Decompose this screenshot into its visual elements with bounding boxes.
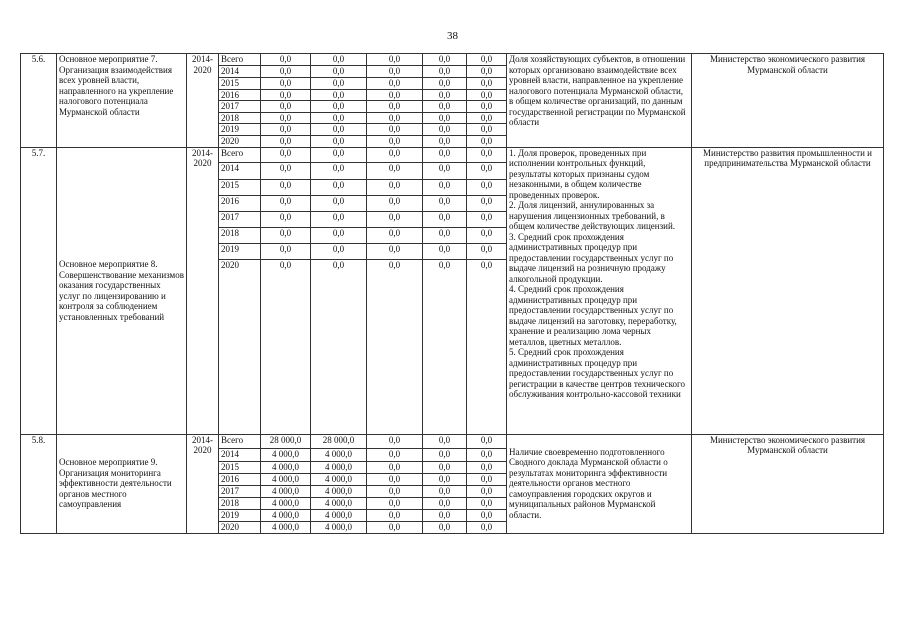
value-cell: 0,0 — [367, 227, 423, 243]
value-cell: 0,0 — [367, 147, 423, 162]
value-cell: 0,0 — [261, 135, 311, 147]
indicator-text: 3. Средний срок прохождения административных процедур при предоставлении государственных услуг по выдаче лицензий на розничную продажу алкогольной продукции. — [509, 231, 674, 284]
year-cell: 2020 — [219, 521, 261, 533]
value-cell: 0,0 — [261, 89, 311, 101]
value-cell: 0,0 — [367, 54, 423, 66]
value-cell: 0,0 — [467, 78, 507, 90]
row-number: 5.7. — [21, 147, 57, 434]
value-cell: 0,0 — [311, 259, 367, 434]
value-cell: 0,0 — [367, 473, 423, 485]
year-cell: 2018 — [219, 112, 261, 124]
value-cell: 0,0 — [423, 211, 467, 227]
value-cell: 0,0 — [367, 243, 423, 259]
value-cell: 0,0 — [261, 259, 311, 434]
value-cell: 0,0 — [367, 461, 423, 473]
value-cell: 0,0 — [467, 461, 507, 473]
value-cell: 0,0 — [311, 195, 367, 211]
year-cell: 2015 — [219, 179, 261, 195]
value-cell: 0,0 — [423, 521, 467, 533]
value-cell: 0,0 — [423, 112, 467, 124]
value-cell: 0,0 — [423, 448, 467, 461]
year-cell: 2019 — [219, 124, 261, 136]
value-cell: 0,0 — [423, 147, 467, 162]
row-number: 5.8. — [21, 434, 57, 533]
value-cell: 0,0 — [367, 509, 423, 521]
value-cell: 0,0 — [261, 227, 311, 243]
value-cell: 0,0 — [261, 66, 311, 78]
value-cell: 0,0 — [467, 434, 507, 448]
value-cell: 0,0 — [467, 135, 507, 147]
value-cell: 4 000,0 — [311, 461, 367, 473]
value-cell: 4 000,0 — [261, 497, 311, 509]
indicators-cell — [507, 147, 692, 434]
value-cell: 0,0 — [423, 179, 467, 195]
value-cell: 4 000,0 — [261, 521, 311, 533]
activity-name: Основное мероприятие 9. Организация мониторинга эффективности деятельности органов местного самоуправления — [57, 434, 187, 533]
value-cell: 0,0 — [467, 124, 507, 136]
year-cell: 2016 — [219, 473, 261, 485]
table-row — [21, 147, 884, 162]
year-cell: Всего — [219, 434, 261, 448]
year-cell: 2017 — [219, 211, 261, 227]
value-cell: 0,0 — [367, 434, 423, 448]
responsible-executor: Министерство экономического развития Мурманской области — [692, 54, 884, 148]
value-cell: 0,0 — [423, 497, 467, 509]
value-cell: 0,0 — [311, 179, 367, 195]
value-cell: 4 000,0 — [261, 473, 311, 485]
indicator-text: 2. Доля лицензий, аннулированных за нарушения лицензионных требований, в общем количестве действующих лицензий. — [509, 200, 676, 231]
indicators-cell — [507, 54, 692, 148]
value-cell: 0,0 — [311, 124, 367, 136]
value-cell: 0,0 — [367, 521, 423, 533]
responsible-executor: Министерство экономического развития Мурманской области — [692, 434, 884, 533]
year-cell: 2016 — [219, 89, 261, 101]
year-cell: 2015 — [219, 78, 261, 90]
value-cell: 0,0 — [423, 124, 467, 136]
period: 2014-2020 — [187, 147, 219, 434]
value-cell: 0,0 — [367, 162, 423, 179]
year-cell: 2014 — [219, 66, 261, 78]
value-cell: 0,0 — [311, 162, 367, 179]
indicators-cell — [507, 434, 692, 533]
value-cell: 4 000,0 — [261, 485, 311, 497]
year-cell: 2014 — [219, 162, 261, 179]
value-cell: 0,0 — [367, 124, 423, 136]
indicator-text: 4. Средний срок прохождения административных процедур при предоставлении государственных услуг по выдаче лицензий на заготовку, переработку, хранение и реализацию лома черных металлов, цветных металлов. — [509, 284, 677, 347]
value-cell: 0,0 — [423, 434, 467, 448]
value-cell: 0,0 — [467, 259, 507, 434]
value-cell: 4 000,0 — [311, 521, 367, 533]
value-cell: 0,0 — [367, 135, 423, 147]
value-cell: 0,0 — [423, 243, 467, 259]
period: 2014-2020 — [187, 54, 219, 148]
table-row — [21, 54, 884, 66]
year-cell: Всего — [219, 54, 261, 66]
value-cell: 0,0 — [467, 89, 507, 101]
year-cell: 2020 — [219, 259, 261, 434]
value-cell: 0,0 — [367, 211, 423, 227]
value-cell: 0,0 — [261, 162, 311, 179]
value-cell: 28 000,0 — [261, 434, 311, 448]
value-cell: 4 000,0 — [261, 448, 311, 461]
value-cell: 0,0 — [367, 497, 423, 509]
value-cell: 0,0 — [261, 147, 311, 162]
value-cell: 0,0 — [467, 448, 507, 461]
value-cell: 0,0 — [261, 211, 311, 227]
value-cell: 0,0 — [467, 54, 507, 66]
value-cell: 0,0 — [261, 112, 311, 124]
value-cell: 0,0 — [261, 54, 311, 66]
period: 2014-2020 — [187, 434, 219, 533]
value-cell: 0,0 — [261, 101, 311, 113]
value-cell: 0,0 — [423, 135, 467, 147]
value-cell: 0,0 — [311, 227, 367, 243]
activity-name: Основное мероприятие 7. Организация взаимодействия всех уровней власти, направленного на укрепление налогового потенциала Мурманской области — [57, 54, 187, 148]
year-cell: 2019 — [219, 509, 261, 521]
value-cell: 0,0 — [467, 211, 507, 227]
value-cell: 0,0 — [311, 66, 367, 78]
value-cell: 0,0 — [311, 78, 367, 90]
value-cell: 4 000,0 — [261, 509, 311, 521]
value-cell: 4 000,0 — [261, 461, 311, 473]
value-cell: 0,0 — [467, 66, 507, 78]
value-cell: 0,0 — [423, 162, 467, 179]
value-cell: 0,0 — [423, 473, 467, 485]
indicator-text: Наличие своевременно подготовленного Сводного доклада Мурманской области о результатах мониторинга эффективности деятельности органов местного самоуправления городских округов и муниципальных районов Мурманской области. — [509, 446, 668, 520]
value-cell: 0,0 — [367, 259, 423, 434]
year-cell: 2015 — [219, 461, 261, 473]
value-cell: 28 000,0 — [311, 434, 367, 448]
year-cell: 2019 — [219, 243, 261, 259]
value-cell: 0,0 — [467, 112, 507, 124]
year-cell: Всего — [219, 147, 261, 162]
year-cell: 2016 — [219, 195, 261, 211]
value-cell: 0,0 — [467, 179, 507, 195]
value-cell: 0,0 — [467, 521, 507, 533]
row-number: 5.6. — [21, 54, 57, 148]
value-cell: 0,0 — [367, 179, 423, 195]
indicator-text: 1. Доля проверок, проведенных при исполнении контрольных функций, результаты которых признаны судом незаконными, в общем количестве проведенных проверок. — [509, 147, 650, 200]
value-cell: 0,0 — [367, 101, 423, 113]
value-cell: 0,0 — [467, 473, 507, 485]
responsible-executor: Министерство развития промышленности и предпринимательства Мурманской области — [692, 147, 884, 434]
value-cell: 0,0 — [367, 89, 423, 101]
year-cell: 2017 — [219, 485, 261, 497]
year-cell: 2018 — [219, 227, 261, 243]
value-cell: 4 000,0 — [311, 509, 367, 521]
value-cell: 0,0 — [423, 461, 467, 473]
value-cell: 0,0 — [467, 243, 507, 259]
value-cell: 0,0 — [423, 78, 467, 90]
value-cell: 0,0 — [467, 485, 507, 497]
value-cell: 4 000,0 — [311, 485, 367, 497]
value-cell: 0,0 — [311, 135, 367, 147]
value-cell: 4 000,0 — [311, 448, 367, 461]
value-cell: 0,0 — [423, 509, 467, 521]
value-cell: 0,0 — [367, 66, 423, 78]
value-cell: 0,0 — [261, 124, 311, 136]
value-cell: 0,0 — [423, 195, 467, 211]
value-cell: 0,0 — [423, 485, 467, 497]
value-cell: 0,0 — [467, 101, 507, 113]
value-cell: 0,0 — [467, 227, 507, 243]
page-number: 38 — [447, 30, 458, 42]
value-cell: 0,0 — [467, 497, 507, 509]
value-cell: 0,0 — [467, 162, 507, 179]
value-cell: 0,0 — [423, 227, 467, 243]
year-cell: 2020 — [219, 135, 261, 147]
indicator-text: Доля хозяйствующих субъектов, в отношении которых организовано взаимодействие всех уровней власти, направленное на укрепление налогового потенциала Мурманской области, в общем количестве организаций, по данным государственной регистрации по Мурманской области — [509, 54, 686, 127]
table-row — [21, 434, 884, 448]
value-cell: 0,0 — [311, 89, 367, 101]
value-cell: 0,0 — [261, 243, 311, 259]
value-cell: 0,0 — [261, 195, 311, 211]
value-cell: 0,0 — [311, 112, 367, 124]
year-cell: 2014 — [219, 448, 261, 461]
value-cell: 0,0 — [423, 101, 467, 113]
activity-name: Основное мероприятие 8. Совершенствование механизмов оказания государственных услуг по лицензированию и контроля за соблюдением установленных требований — [57, 147, 187, 434]
value-cell: 0,0 — [311, 101, 367, 113]
value-cell: 0,0 — [367, 485, 423, 497]
value-cell: 0,0 — [423, 259, 467, 434]
indicator-text: 5. Средний срок прохождения административных процедур при предоставлении государственных услуг по регистрации в качестве центров технического обслуживания контрольно-кассовой техники — [509, 347, 685, 399]
value-cell: 0,0 — [311, 147, 367, 162]
value-cell: 0,0 — [311, 211, 367, 227]
value-cell: 0,0 — [367, 78, 423, 90]
value-cell: 4 000,0 — [311, 497, 367, 509]
value-cell: 0,0 — [467, 195, 507, 211]
value-cell: 0,0 — [367, 195, 423, 211]
value-cell: 0,0 — [261, 179, 311, 195]
value-cell: 0,0 — [423, 66, 467, 78]
year-cell: 2018 — [219, 497, 261, 509]
year-cell: 2017 — [219, 101, 261, 113]
value-cell: 4 000,0 — [311, 473, 367, 485]
value-cell: 0,0 — [367, 448, 423, 461]
value-cell: 0,0 — [261, 78, 311, 90]
value-cell: 0,0 — [467, 509, 507, 521]
value-cell: 0,0 — [367, 112, 423, 124]
value-cell: 0,0 — [467, 147, 507, 162]
value-cell: 0,0 — [311, 54, 367, 66]
value-cell: 0,0 — [311, 243, 367, 259]
program-table — [20, 53, 884, 534]
value-cell: 0,0 — [423, 54, 467, 66]
value-cell: 0,0 — [423, 89, 467, 101]
